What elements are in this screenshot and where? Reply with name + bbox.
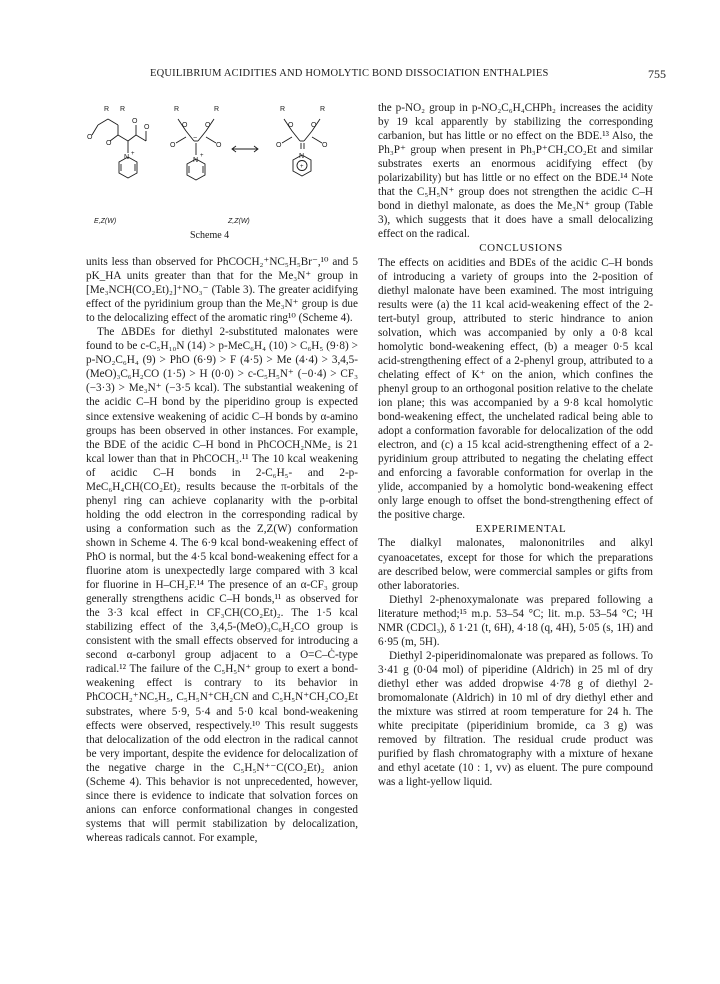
atom-o-10: O bbox=[311, 122, 317, 129]
section-heading-conclusions: CONCLUSIONS bbox=[479, 242, 563, 255]
atom-o-5: O bbox=[182, 122, 188, 129]
scheme-4-figure bbox=[86, 97, 358, 257]
paragraph: Diethyl 2-phenoxymalonate was prepared following a literature method;¹⁵ m.p. 53–54 °C; lit. m.p. 53–54 °C; ¹H NMR (CDCl₃), δ 1·21 (t, 6H), 4·18 (q, 4H), 5·05 (s, 1H) and 6·95 (m, 5H). bbox=[378, 593, 653, 648]
running-head: EQUILIBRIUM ACIDITIES AND HOMOLYTIC BOND DISSOCIATION ENTHALPIES bbox=[150, 68, 549, 79]
charge-plus-1: + bbox=[131, 151, 135, 157]
atom-o-6: O bbox=[205, 122, 211, 129]
label-zz-w: Z,Z(W) bbox=[228, 218, 250, 225]
atom-r-6: R bbox=[320, 106, 326, 113]
atom-r-1: R bbox=[104, 106, 110, 113]
atom-o-9: O bbox=[288, 122, 294, 129]
atom-o-1: O bbox=[87, 134, 93, 141]
page-number: 755 bbox=[648, 67, 666, 81]
atom-o-3: O bbox=[144, 124, 150, 131]
atom-r-2: R bbox=[120, 106, 126, 113]
structure-ez-w bbox=[92, 119, 146, 178]
atom-o-8: O bbox=[216, 142, 222, 149]
atom-r-4: R bbox=[214, 106, 220, 113]
paragraph: the p-NO₂ group in p-NO₂C₆H₄CHPh₂ increases the acidity by 19 kcal apparently by stabilizing the corresponding carbanion, but has little or no effect on the BDE.¹³ Also, the Ph₃P⁺ group when present in Ph₃P⁺CH₂CO₂Et and similar substrates exerts an enormous acidifying effect (by polarizability) but has little or no effect on the BDE.¹⁴ Note that the C₅H₅N⁺ group does not strengthen the acidic C–H bond in diethyl malonate, as does the Me₃N⁺ group (Table 3), which suggests that it does have a small delocalizing effect on the radical. bbox=[378, 102, 653, 241]
atom-r-3: R bbox=[174, 106, 180, 113]
right-column bbox=[378, 101, 653, 789]
section-heading-experimental: EXPERIMENTAL bbox=[475, 523, 567, 536]
charge-plus-3: + bbox=[300, 164, 304, 170]
paragraph: The dialkyl malonates, malononitriles and alkyl cyanoacetates, except for those for which the preparations are described below, were commercial samples or gifts from other laboratories. bbox=[378, 537, 653, 592]
atom-n-3: N bbox=[299, 153, 305, 160]
paragraph: units less than observed for PhCOCH₂⁺NC₅H₅Br⁻,¹⁰ and 5 pK_HA units greater than that for the Me₃N⁺ group in [Me₃NCH(CO₂Et)₂]⁺NO₃⁻ (Table 3). The greater acidifying effect of the pyridinium group than the Me₃N⁺ group is due to the delocalizing effect of the aromatic ring¹⁰ (Scheme 4). bbox=[86, 256, 358, 325]
atom-n-1: N bbox=[124, 154, 130, 161]
atom-r-5: R bbox=[280, 106, 286, 113]
scheme-caption: Scheme 4 bbox=[190, 230, 230, 241]
paragraph: The effects on acidities and BDEs of the acidic C–H bonds of introducing a variety of groups into the 2-position of diethyl malonate have been examined. The most intriguing results were (a) the 11 kcal acid-weakening effect of the 2-tert-butyl group, attributed to steric hindrance to anion solvation, which was accompanied by only a 0·8 kcal homolytic bond-weakening effect, (b) a meager 0·5 kcal acid-strengthening effect of a 2-phenyl group, attributed to a chelating effect of K⁺ on the anion, which confines the phenyl group to an orthogonal position relative to the chelate ion plane; this was accompanied by a 9·8 kcal homolytic bond-weakening effect, the unchelated radical being able to adopt a conformation favorable for delocalization of the odd electron, and (c) a 15 kcal acid-strengthening effect of a 2-pyridinium group attributed to negating the chelating effect and enforcing a favorable conformation for overlap in the ylide, accompanied by a homolytic bond-weakening effect only large enough to offset the bond-strengthening effect of the positive charge. bbox=[378, 256, 653, 522]
atom-o-4: O bbox=[132, 118, 138, 125]
atom-o-2: O bbox=[106, 140, 112, 147]
label-ez-w: E,Z(W) bbox=[94, 218, 117, 225]
atom-n-2: N bbox=[193, 157, 199, 164]
atom-o-7: O bbox=[170, 142, 176, 149]
paragraph: The ΔBDEs for diethyl 2-substituted malonates were found to be c-C₅H₁₀N (14) > p-MeC₆H₄ (10) > C₆H₅ (9·8) > p-NO₂C₆H₄ (9) > PhO (6·9) > F (4·5) > Me (4·4) > 3,4,5-(MeO)₃C₆H₂CO (1·5) > H (0·0) > c-C₅H₅N⁺ (−0·4) > CF₃ (−3·3) > Me₃N⁺ (−3·5 kcal). The substantial weakening of the acidic C–H bond by the piperidino group is expected since extensive weakening of acidic C–H bonds by α-amino groups has been observed in other instances. For example, the BDE of the acidic C–H bond in PhCOCH₂NMe₂ is 21 kcal lower than that in PhCOCH₃.¹¹ The 10 kcal weakening of acidic C–H bonds in 2-C₆H₅- and 2-p-MeC₆H₄CH(CO₂Et)₂ results because the π-orbitals of the phenyl ring can achieve coplanarity with the p-orbital holding the odd electron in the corresponding radical by using a conformation such as the Z,Z(W) conformation shown in Scheme 4. The 6·9 kcal bond-weakening effect of PhO is normal, but the 4·5 kcal bond-weakening effect for a fluorine atom is unexpectedly large compared with 3 kcal for fluorine in H–CH₂F.¹⁴ The presence of an α-CF₃ group generally strengthens acidic C–H bonds,¹¹ as observed for the 3·3 kcal effect in CF₃CH(CO₂Et)₂. The 1·5 kcal stabilizing effect of the 3,4,5-(MeO)₃C₆H₂CO group is consistent with the small effects observed for introducing a second α-carbonyl group adjacent to a O=C–Ċ-type radical.¹² The failure of the C₅H₅N⁺ group to exert a bond-weakening effect is contrary to its behavior in PhCOCH₂⁺NC₅H₅, C₅H₅N⁺CH₂CN and C₅H₅N⁺CH₂CO₂Et substrates, where 5·9, 5·4 and 5·0 kcal bond-weakening effects were observed, respectively.¹⁰ This result suggests that delocalization of the odd electron in the radical cannot be very important, despite the evidence for delocalization of the negative charge in the C₅H₅N⁺⁻C(CO₂Et)₂ anion (Scheme 4). This behavior is not unprecedented, however, since there is evidence to indicate that solvation forces on anions can enforce conformational changes in congested systems that will permit stabilization by delocalization, whereas radicals cannot. For example, bbox=[86, 326, 358, 844]
charge-minus-1: − bbox=[193, 135, 198, 142]
atom-o-11: O bbox=[276, 142, 282, 149]
paragraph: Diethyl 2-piperidinomalonate was prepared as follows. To 3·41 g (0·04 mol) of piperidine (Aldrich) in 25 ml of dry diethyl ether was added dropwise 4·78 g of diethyl 2-bromomalonate (Aldrich) in 10 ml of dry diethyl ether and the mixture was stirred at room temperature for 24 h. The white precipitate (piperidinium bromide, ca 3 g) was removed by filtration. The residual crude product was purified by flash chromatography with a mixture of hexane and ethyl acetate (10 : 1, vv) as eluent. The pure compound was a light-yellow liquid. bbox=[378, 649, 653, 789]
atom-o-12: O bbox=[322, 142, 328, 149]
left-column bbox=[86, 255, 358, 845]
charge-plus-2: + bbox=[200, 153, 204, 159]
